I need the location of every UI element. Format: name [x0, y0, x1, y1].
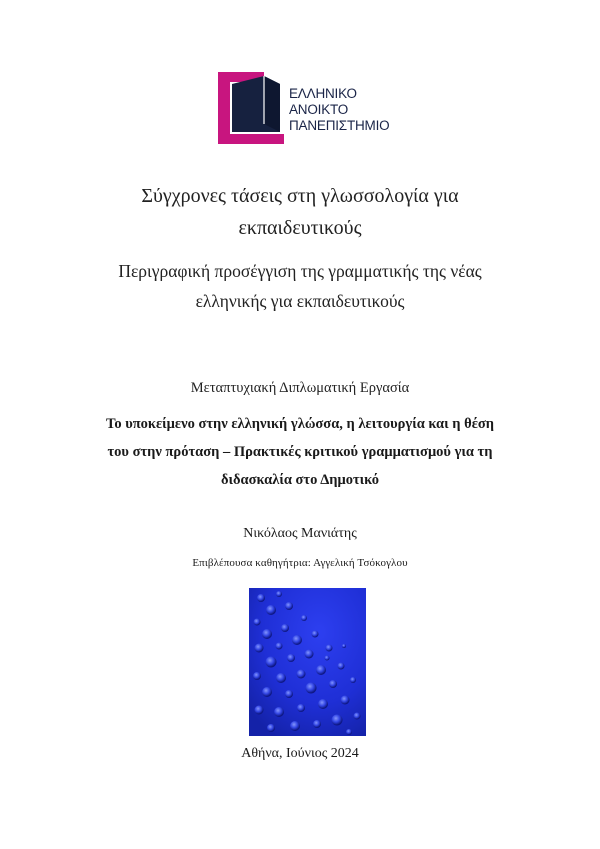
cover-artwork-image: [249, 588, 366, 736]
logo-line-2: ΑΝΟΙΚΤΟ: [289, 102, 349, 117]
thesis-type: Μεταπτυχιακή Διπλωματική Εργασία: [190, 380, 410, 396]
thesis-title: [60, 410, 540, 494]
course-title-line-2: εκπαιδευτικούς: [238, 217, 362, 239]
thesis-title-line-2: του στην πρόταση – Πρακτικές κριτικού γραμματισμού για τη: [107, 444, 493, 460]
logo-mark-icon: [218, 72, 290, 144]
thesis-title-line-3: διδασκαλία στο Δημοτικό: [220, 472, 380, 488]
logo-line-1: ΕΛΛΗΝΙΚΟ: [289, 86, 357, 101]
course-subtitle-line-2: ελληνικής για εκπαιδευτικούς: [195, 291, 405, 311]
course-title-line-1: Σύγχρονες τάσεις στη γλωσσολογία για: [141, 185, 459, 207]
course-subtitle: [0, 256, 600, 316]
place-and-date: Αθήνα, Ιούνιος 2024: [241, 746, 359, 761]
author-name: Νικόλαος Μανιάτης: [243, 526, 357, 541]
course-title: [0, 180, 600, 244]
supervisor-line: Επιβλέπουσα καθηγήτρια: Αγγελική Τσόκογλου: [192, 557, 408, 569]
thesis-title-line-1: Το υποκείμενο στην ελληνική γλώσσα, η λειτουργία και η θέση: [105, 416, 495, 432]
logo-line-3: ΠΑΝΕΠΙΣΤΗΜΙΟ: [289, 118, 390, 133]
course-subtitle-line-1: Περιγραφική προσέγγιση της γραμματικής της νέας: [118, 261, 482, 281]
logo-wordmark: [289, 86, 389, 134]
university-logo: [218, 72, 408, 144]
